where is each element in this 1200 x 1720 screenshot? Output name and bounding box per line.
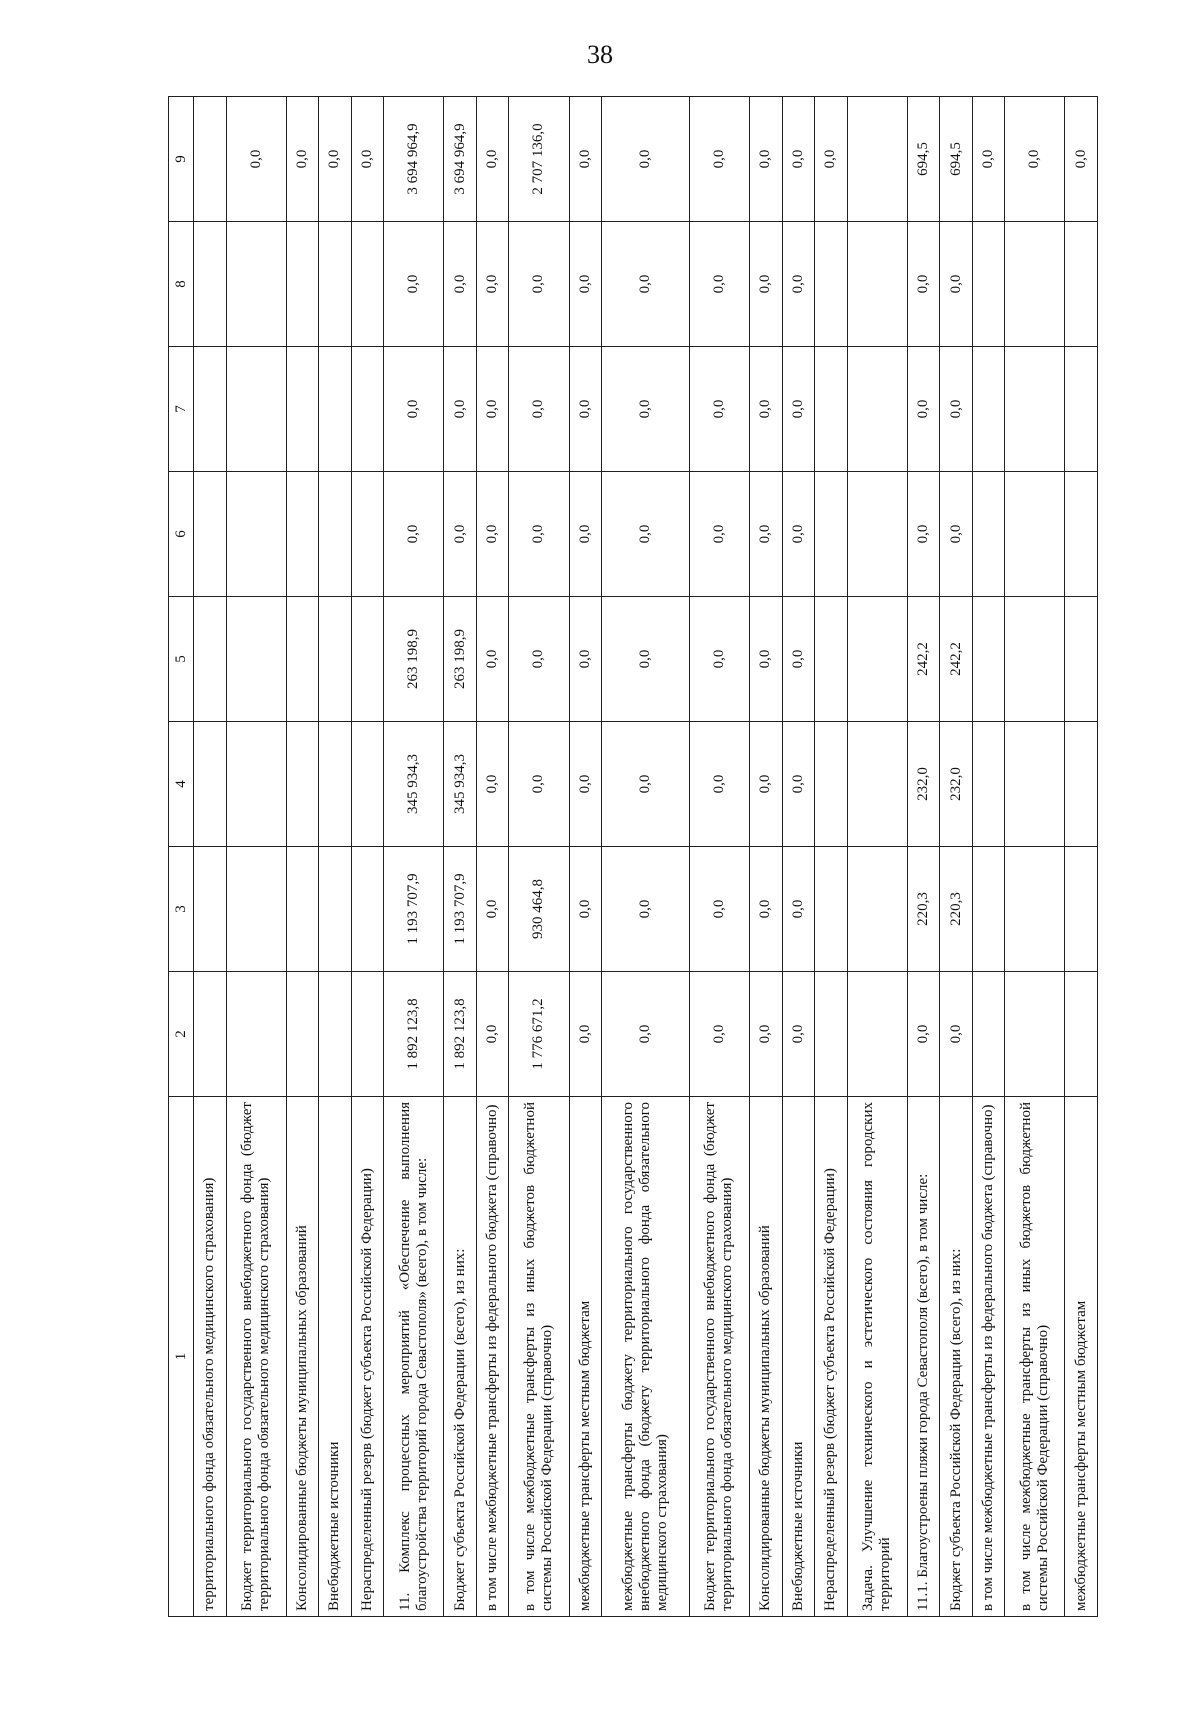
value-cell	[351, 972, 384, 1097]
value-cell: 0,0	[782, 722, 815, 847]
value-cell: 0,0	[569, 222, 602, 347]
value-cell: 0,0	[444, 472, 477, 597]
value-cell	[815, 472, 848, 597]
row-label-cell: Внебюджетные источники	[782, 1097, 815, 1617]
value-cell	[972, 722, 1005, 847]
value-cell: 242,2	[940, 597, 973, 722]
value-cell	[194, 222, 227, 347]
column-header: 6	[169, 472, 194, 597]
value-cell: 1 892 123,8	[384, 972, 444, 1097]
table-row	[907, 97, 940, 1617]
row-label-cell: межбюджетные трансферты местным бюджетам	[569, 1097, 602, 1617]
table-body	[194, 97, 1098, 1617]
table-row	[1065, 97, 1098, 1617]
table-header-row	[169, 97, 194, 1617]
value-cell	[351, 222, 384, 347]
value-cell	[1005, 472, 1065, 597]
value-cell: 0,0	[602, 847, 690, 972]
value-cell: 0,0	[689, 972, 749, 1097]
value-cell: 0,0	[509, 597, 569, 722]
row-label-cell: в том числе межбюджетные трансферты из иных бюджетов бюджетной системы Российской Федерации (справочно)	[1005, 1097, 1065, 1617]
value-cell	[972, 222, 1005, 347]
value-cell	[1005, 222, 1065, 347]
value-cell: 0,0	[782, 847, 815, 972]
value-cell	[286, 472, 319, 597]
column-header: 5	[169, 597, 194, 722]
value-cell	[1005, 597, 1065, 722]
value-cell: 0,0	[782, 472, 815, 597]
value-cell	[286, 972, 319, 1097]
value-cell: 0,0	[907, 222, 940, 347]
table-row	[509, 97, 569, 1617]
value-cell	[1005, 847, 1065, 972]
value-cell: 0,0	[689, 347, 749, 472]
value-cell: 0,0	[940, 972, 973, 1097]
value-cell	[351, 472, 384, 597]
value-cell: 0,0	[476, 347, 509, 472]
value-cell: 0,0	[476, 722, 509, 847]
value-cell	[1005, 972, 1065, 1097]
value-cell: 0,0	[569, 97, 602, 222]
value-cell	[286, 347, 319, 472]
value-cell: 0,0	[569, 472, 602, 597]
value-cell: 0,0	[689, 597, 749, 722]
value-cell: 0,0	[569, 722, 602, 847]
value-cell: 0,0	[444, 222, 477, 347]
value-cell: 694,5	[940, 97, 973, 222]
value-cell: 345 934,3	[384, 722, 444, 847]
value-cell	[847, 722, 907, 847]
value-cell: 0,0	[750, 472, 783, 597]
budget-table	[168, 96, 1098, 1617]
value-cell: 232,0	[940, 722, 973, 847]
value-cell	[319, 472, 352, 597]
value-cell: 0,0	[286, 97, 319, 222]
value-cell: 0,0	[476, 97, 509, 222]
value-cell	[319, 347, 352, 472]
row-label-cell: межбюджетные трансферты местным бюджетам	[1065, 1097, 1098, 1617]
value-cell	[351, 722, 384, 847]
table-row	[940, 97, 973, 1617]
value-cell	[226, 347, 286, 472]
value-cell	[286, 222, 319, 347]
row-label-cell: Бюджет территориального государственного внебюджетного фонда (бюджет территориального фонда обязательного медицинского страхования)	[226, 1097, 286, 1617]
value-cell	[226, 472, 286, 597]
value-cell: 0,0	[750, 722, 783, 847]
table-row	[815, 97, 848, 1617]
value-cell	[194, 972, 227, 1097]
value-cell	[226, 972, 286, 1097]
value-cell: 0,0	[940, 472, 973, 597]
column-header: 3	[169, 847, 194, 972]
value-cell	[351, 347, 384, 472]
value-cell: 0,0	[782, 597, 815, 722]
table-row	[602, 97, 690, 1617]
value-cell	[1065, 347, 1098, 472]
value-cell: 0,0	[782, 347, 815, 472]
value-cell: 0,0	[689, 472, 749, 597]
row-label-cell: Внебюджетные источники	[319, 1097, 352, 1617]
value-cell	[226, 722, 286, 847]
value-cell: 0,0	[689, 847, 749, 972]
value-cell: 0,0	[1065, 97, 1098, 222]
value-cell: 0,0	[602, 222, 690, 347]
value-cell: 0,0	[689, 97, 749, 222]
table-row	[847, 97, 907, 1617]
row-label-cell: Консолидированные бюджеты муниципальных образований	[286, 1097, 319, 1617]
value-cell: 0,0	[602, 472, 690, 597]
value-cell: 220,3	[940, 847, 973, 972]
row-label-cell: Бюджет субъекта Российской Федерации (всего), из них:	[444, 1097, 477, 1617]
value-cell: 0,0	[602, 972, 690, 1097]
value-cell	[847, 222, 907, 347]
value-cell: 0,0	[750, 347, 783, 472]
value-cell	[847, 847, 907, 972]
table-row	[319, 97, 352, 1617]
table-row	[444, 97, 477, 1617]
value-cell	[286, 722, 319, 847]
value-cell: 1 892 123,8	[444, 972, 477, 1097]
value-cell: 0,0	[384, 222, 444, 347]
table-row	[476, 97, 509, 1617]
value-cell	[815, 222, 848, 347]
value-cell	[286, 847, 319, 972]
value-cell: 220,3	[907, 847, 940, 972]
value-cell	[1005, 347, 1065, 472]
page-number: 38	[587, 40, 613, 69]
row-label-cell: 11.1. Благоустроены пляжи города Севастополя (всего), в том числе:	[907, 1097, 940, 1617]
column-header: 9	[169, 97, 194, 222]
value-cell: 0,0	[476, 847, 509, 972]
value-cell	[319, 972, 352, 1097]
value-cell: 0,0	[815, 97, 848, 222]
table-row	[689, 97, 749, 1617]
value-cell: 0,0	[384, 347, 444, 472]
value-cell: 0,0	[602, 597, 690, 722]
value-cell: 242,2	[907, 597, 940, 722]
value-cell	[1065, 597, 1098, 722]
row-label-cell: территориального фонда обязательного медицинского страхования)	[194, 1097, 227, 1617]
value-cell	[194, 472, 227, 597]
value-cell: 0,0	[509, 347, 569, 472]
value-cell: 0,0	[509, 222, 569, 347]
value-cell: 0,0	[444, 347, 477, 472]
value-cell	[847, 597, 907, 722]
row-label-cell: в том числе межбюджетные трансферты из федерального бюджета (справочно)	[972, 1097, 1005, 1617]
value-cell	[319, 847, 352, 972]
value-cell: 0,0	[569, 847, 602, 972]
value-cell: 263 198,9	[444, 597, 477, 722]
value-cell	[815, 347, 848, 472]
value-cell: 2 707 136,0	[509, 97, 569, 222]
value-cell: 0,0	[972, 97, 1005, 222]
value-cell	[1065, 847, 1098, 972]
row-label-cell: в том числе межбюджетные трансферты из федерального бюджета (справочно)	[476, 1097, 509, 1617]
value-cell: 694,5	[907, 97, 940, 222]
column-header: 1	[169, 1097, 194, 1617]
value-cell	[972, 472, 1005, 597]
value-cell: 0,0	[907, 972, 940, 1097]
value-cell	[351, 597, 384, 722]
table-row	[194, 97, 227, 1617]
value-cell: 0,0	[940, 222, 973, 347]
row-label-cell: Нераспределенный резерв (бюджет субъекта Российской Федерации)	[351, 1097, 384, 1617]
value-cell: 1 776 671,2	[509, 972, 569, 1097]
row-label-cell: Бюджет территориального государственного внебюджетного фонда (бюджет территориального фонда обязательного медицинского страхования)	[689, 1097, 749, 1617]
value-cell	[286, 597, 319, 722]
column-header: 7	[169, 347, 194, 472]
value-cell	[319, 597, 352, 722]
value-cell: 0,0	[907, 347, 940, 472]
value-cell: 0,0	[782, 222, 815, 347]
value-cell	[1065, 472, 1098, 597]
value-cell	[1005, 722, 1065, 847]
value-cell: 345 934,3	[444, 722, 477, 847]
value-cell: 0,0	[476, 222, 509, 347]
value-cell: 0,0	[689, 722, 749, 847]
value-cell	[1065, 972, 1098, 1097]
value-cell	[847, 97, 907, 222]
value-cell: 0,0	[750, 222, 783, 347]
value-cell	[226, 597, 286, 722]
value-cell: 0,0	[602, 347, 690, 472]
value-cell	[1065, 222, 1098, 347]
value-cell: 0,0	[782, 97, 815, 222]
value-cell: 0,0	[782, 972, 815, 1097]
value-cell	[351, 847, 384, 972]
value-cell	[226, 847, 286, 972]
value-cell: 0,0	[476, 597, 509, 722]
value-cell: 0,0	[602, 722, 690, 847]
value-cell	[847, 472, 907, 597]
value-cell	[972, 347, 1005, 472]
value-cell	[815, 972, 848, 1097]
value-cell: 232,0	[907, 722, 940, 847]
value-cell: 0,0	[476, 472, 509, 597]
value-cell: 0,0	[569, 597, 602, 722]
value-cell: 0,0	[569, 347, 602, 472]
value-cell: 930 464,8	[509, 847, 569, 972]
value-cell	[194, 722, 227, 847]
value-cell	[319, 722, 352, 847]
value-cell: 0,0	[602, 97, 690, 222]
row-label-cell: межбюджетные трансферты бюджету территориального государственного внебюджетного фонда (бюджету территориального фонда обязательного медицинского страхования)	[602, 1097, 690, 1617]
value-cell: 0,0	[750, 97, 783, 222]
value-cell	[194, 347, 227, 472]
table-row	[569, 97, 602, 1617]
table-row	[384, 97, 444, 1617]
row-label-cell: Задача. Улучшение технического и эстетического состояния городских территорий	[847, 1097, 907, 1617]
value-cell: 0,0	[940, 347, 973, 472]
value-cell: 0,0	[509, 722, 569, 847]
value-cell: 3 694 964,9	[384, 97, 444, 222]
value-cell: 0,0	[351, 97, 384, 222]
value-cell	[194, 97, 227, 222]
row-label-cell: Бюджет субъекта Российской Федерации (всего), из них:	[940, 1097, 973, 1617]
value-cell: 0,0	[750, 847, 783, 972]
table-row	[286, 97, 319, 1617]
column-header: 2	[169, 972, 194, 1097]
table-row	[1005, 97, 1065, 1617]
value-cell	[815, 597, 848, 722]
table-row	[351, 97, 384, 1617]
value-cell	[847, 972, 907, 1097]
row-label-cell: в том числе межбюджетные трансферты из иных бюджетов бюджетной системы Российской Федерации (справочно)	[509, 1097, 569, 1617]
value-cell: 0,0	[750, 972, 783, 1097]
value-cell: 3 694 964,9	[444, 97, 477, 222]
row-label-cell: Нераспределенный резерв (бюджет субъекта Российской Федерации)	[815, 1097, 848, 1617]
value-cell	[319, 222, 352, 347]
value-cell	[194, 847, 227, 972]
value-cell	[972, 847, 1005, 972]
value-cell: 0,0	[907, 472, 940, 597]
value-cell	[972, 972, 1005, 1097]
column-header: 4	[169, 722, 194, 847]
value-cell	[1065, 722, 1098, 847]
value-cell: 0,0	[226, 97, 286, 222]
value-cell: 263 198,9	[384, 597, 444, 722]
value-cell: 0,0	[319, 97, 352, 222]
table-row	[782, 97, 815, 1617]
row-label-cell: Консолидированные бюджеты муниципальных образований	[750, 1097, 783, 1617]
row-label-cell: 11. Комплекс процессных мероприятий «Обеспечение выполнения благоустройства территорий города Севастополя» (всего), в том числе:	[384, 1097, 444, 1617]
value-cell: 0,0	[509, 472, 569, 597]
value-cell: 1 193 707,9	[444, 847, 477, 972]
column-header: 8	[169, 222, 194, 347]
value-cell	[847, 347, 907, 472]
table-row	[972, 97, 1005, 1617]
table-row	[750, 97, 783, 1617]
value-cell	[226, 222, 286, 347]
table-row	[226, 97, 286, 1617]
value-cell: 0,0	[750, 597, 783, 722]
value-cell	[194, 597, 227, 722]
value-cell: 0,0	[384, 472, 444, 597]
value-cell: 0,0	[689, 222, 749, 347]
rotated-table-container	[168, 97, 1098, 1617]
value-cell	[972, 597, 1005, 722]
value-cell	[815, 722, 848, 847]
value-cell: 0,0	[569, 972, 602, 1097]
value-cell	[815, 847, 848, 972]
value-cell: 0,0	[1005, 97, 1065, 222]
value-cell: 0,0	[476, 972, 509, 1097]
value-cell: 1 193 707,9	[384, 847, 444, 972]
